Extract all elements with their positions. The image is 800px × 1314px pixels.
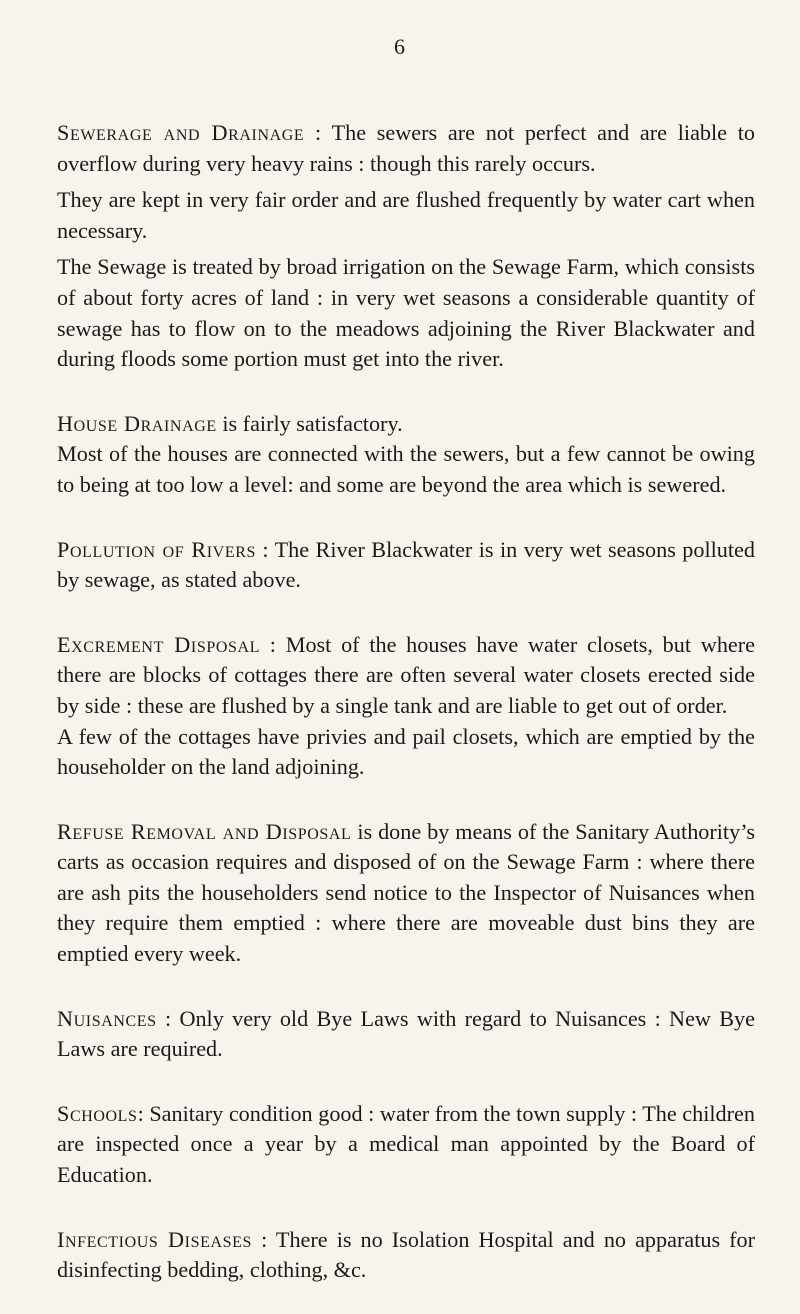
paragraph: They are kept in very fair order and are flushed frequently by water cart when necessary. (57, 187, 755, 243)
paragraph-text: Only very old Bye Laws with regard to Nuisances : New Bye Laws are required. (57, 1005, 755, 1062)
section-house-drainage (57, 409, 755, 440)
paragraph-text: The sewers are not perfect and are liable to overflow during very heavy rains : though this rarely occurs. (57, 120, 756, 176)
paragraph-text: is fairly satisfactory. (222, 410, 403, 436)
section-excrement-disposal (57, 630, 755, 722)
paragraph: Most of the houses are connected with the sewers, but a few cannot be owing to being at too low a level: and some are beyond the area which is sewered. (57, 441, 755, 497)
section-heading: Schools (57, 1100, 138, 1126)
section-heading: Sewerage and Drainage (57, 120, 305, 145)
heading-separator: : (137, 1100, 150, 1126)
section-nuisances (57, 1004, 755, 1065)
paragraph: The Sewage is treated by broad irrigation on the Sewage Farm, which consists of about forty acres of land : in very wet seasons a considerable quantity of sewage has to flow on to the meadows adjoining the River Blackwater and during floods some portion must get into the river. (57, 254, 755, 372)
paragraph-text: There is no Isolation Hospital and no apparatus for disinfecting bedding, clothing, &c. (57, 1226, 756, 1283)
section-sewerage-drainage (57, 118, 755, 179)
section-pollution-of-rivers (57, 535, 755, 596)
paragraph-text: Most of the houses have water closets, but where there are blocks of cottages there are often several water closets erected side by side : these are flushed by a single tank and are liable to get out of order. (57, 631, 755, 718)
section-heading: Nuisances (57, 1005, 157, 1031)
heading-separator: : (255, 536, 275, 562)
section-heading: Refuse Removal and Disposal (57, 818, 352, 844)
heading-separator: : (156, 1005, 180, 1031)
paragraph-text: The River Blackwater is in very wet seasons polluted by sewage, as stated above. (57, 536, 755, 593)
report-body (57, 118, 755, 1286)
page-number: 6 (394, 34, 406, 59)
section-heading: Excrement Disposal (57, 631, 261, 657)
paragraph-text: Sanitary condition good : water from the town supply : The children are inspected once a year by a medical man appointed by the Board of Education. (57, 1100, 755, 1188)
section-heading: Infectious Diseases (57, 1226, 253, 1252)
section-infectious-diseases (57, 1225, 755, 1286)
section-heading: House Drainage (57, 410, 217, 436)
paragraph-text: is done by means of the Sanitary Authority’s carts as occasion requires and disposed of on the Sewage Farm : where there are ash pits the householders send notice to the Inspector of Nuisances when they require them emptied : where there are moveable dust bins they are emptied every week. (57, 818, 755, 967)
section-schools (57, 1099, 755, 1191)
heading-separator: : (260, 631, 286, 657)
section-refuse-removal (57, 817, 755, 970)
section-heading: Pollution of Rivers (57, 536, 256, 562)
paragraph: A few of the cottages have privies and pail closets, which are emptied by the householder on the land adjoining. (57, 723, 755, 780)
heading-separator: : (252, 1226, 276, 1252)
heading-separator: : (304, 120, 332, 145)
